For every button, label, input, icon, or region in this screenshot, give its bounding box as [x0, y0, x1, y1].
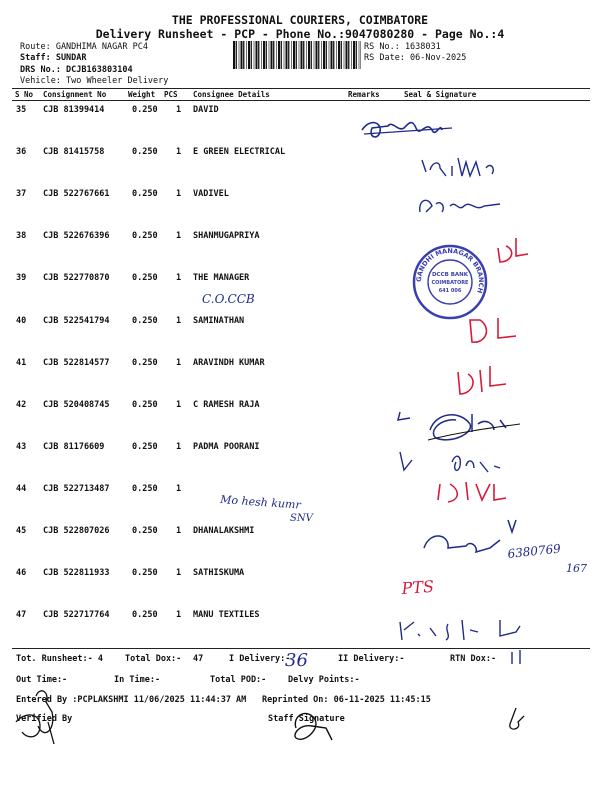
col-consignee: Consignee Details: [193, 90, 270, 99]
row-pcs: 1: [176, 568, 182, 578]
hand-note-row44-2: SNV: [290, 513, 313, 524]
signature-row45: [424, 520, 516, 552]
hand-phone-row45-2: 167: [566, 562, 587, 575]
stamp-city: COIMBATORE: [431, 280, 469, 286]
row-pcs: 1: [176, 442, 182, 452]
mark-dl-row38: [498, 238, 528, 262]
in-time: In Time:-: [114, 675, 161, 685]
delvy-points: Delvy Points:-: [288, 675, 360, 685]
row-consignment-no: CJB 520408745: [43, 400, 110, 410]
row-pcs: 1: [176, 526, 182, 536]
row-consignee: MANU TEXTILES: [193, 610, 260, 620]
staff-signature: Staff Signature: [268, 714, 345, 724]
ii-delivery: II Delivery:-: [338, 654, 405, 664]
row-weight: 0.250: [132, 147, 158, 157]
row-pcs: 1: [176, 189, 182, 199]
row-sno: 36: [16, 147, 27, 157]
row-weight: 0.250: [132, 568, 158, 578]
col-remarks: Remarks: [348, 90, 380, 99]
right-corner-mark: [510, 708, 524, 729]
row-consignee: SAMINATHAN: [193, 316, 245, 326]
signature-row47: [400, 620, 520, 640]
row-sno: 46: [16, 568, 27, 578]
tot-runsheet: Tot. Runsheet:- 4: [16, 654, 103, 664]
row-weight: 0.250: [132, 105, 158, 115]
row-consignment-no: CJB 522541794: [43, 316, 110, 326]
row-weight: 0.250: [132, 273, 158, 283]
entered-by: Entered By :PCPLAKSHMI 11/06/2025 11:44:37 AM: [16, 695, 247, 705]
row-weight: 0.250: [132, 358, 158, 368]
row-consignee: SATHISKUMA: [193, 568, 245, 578]
row-consignee: THE MANAGER: [193, 273, 250, 283]
row-sno: 45: [16, 526, 27, 536]
vehicle-label: Vehicle: Two Wheeler Delivery: [20, 76, 169, 86]
row-sno: 47: [16, 610, 27, 620]
drs-number: DRS No.: DCJB163803104: [20, 65, 133, 75]
row-consignment-no: CJB 522717764: [43, 610, 110, 620]
total-dox-label: Total Dox:-: [125, 654, 182, 664]
row-pcs: 1: [176, 316, 182, 326]
rs-date: RS Date: 06-Nov-2025: [364, 53, 467, 63]
stamp-outer-text: GANDHI MANAGAR BRANCH: [414, 246, 486, 295]
hand-phone-row45: 6380769: [506, 541, 562, 561]
row-pcs: 1: [176, 273, 182, 283]
hand-mark-row46: PTS: [400, 576, 435, 598]
row-consignee: DHANALAKSHMI: [193, 526, 255, 536]
signature-row36: [422, 158, 493, 176]
row-sno: 43: [16, 442, 27, 452]
header-rule-bottom: [12, 100, 590, 101]
row-pcs: 1: [176, 484, 182, 494]
row-weight: 0.250: [132, 189, 158, 199]
row-consignee: SHANMUGAPRIYA: [193, 231, 260, 241]
row-weight: 0.250: [132, 526, 158, 536]
row-consignment-no: CJB 522767661: [43, 189, 110, 199]
runsheet-subtitle: Delivery Runsheet - PCP - Phone No.:9047080280 - Page No.:4: [95, 27, 505, 41]
reprinted-on: Reprinted On: 06-11-2025 11:45:15: [262, 695, 431, 705]
row-pcs: 1: [176, 105, 182, 115]
row-consignee: DAVID: [193, 105, 219, 115]
route-label: Route: GANDHIMA NAGAR PC4: [20, 42, 148, 52]
row-pcs: 1: [176, 610, 182, 620]
row-consignee: ARAVINDH KUMAR: [193, 358, 265, 368]
col-consignment: Consignment No: [43, 90, 107, 99]
row-consignment-no: CJB 81176609: [43, 442, 105, 452]
hand-note-row44: Mo hesh kumr: [219, 493, 302, 512]
signature-row42: [398, 412, 506, 440]
company-title: THE PROFESSIONAL COURIERS, COIMBATORE: [171, 13, 429, 27]
row-sno: 37: [16, 189, 27, 199]
hand-delivery-count: 36: [285, 650, 308, 671]
col-pcs: PCS: [164, 90, 178, 99]
out-time: Out Time:-: [16, 675, 68, 685]
row-consignment-no: CJB 522814577: [43, 358, 110, 368]
signature-row35: [362, 123, 442, 137]
row-weight: 0.250: [132, 610, 158, 620]
header-rule-top: [12, 88, 590, 89]
mark-dl-row44: [438, 482, 506, 502]
rs-number: RS No.: 1638031: [364, 42, 441, 52]
row-pcs: 1: [176, 358, 182, 368]
row-consignment-no: CJB 522770870: [43, 273, 110, 283]
footer-rule: [12, 648, 590, 649]
hand-note-row39: C.O.CCB: [202, 292, 255, 306]
rtn-dox: RTN Dox:-: [450, 654, 497, 664]
row-weight: 0.250: [132, 231, 158, 241]
row-consignment-no: CJB 81415758: [43, 147, 105, 157]
branch-stamp: [410, 242, 490, 322]
mark-dl-row41: [458, 366, 506, 394]
rtn-mark: [512, 650, 520, 664]
staff-label: Staff: SUNDAR: [20, 53, 87, 63]
row-pcs: 1: [176, 231, 182, 241]
col-weight: Weight: [128, 90, 156, 99]
row-weight: 0.250: [132, 316, 158, 326]
row-pcs: 1: [176, 147, 182, 157]
stamp-bank: DCCB BANK: [431, 272, 469, 278]
i-delivery: I Delivery:-: [229, 654, 291, 664]
row-weight: 0.250: [132, 442, 158, 452]
stamp-pin: 641 006: [438, 288, 462, 294]
col-seal-signature: Seal & Signature: [404, 90, 477, 99]
row-consignee: C RAMESH RAJA: [193, 400, 260, 410]
row-sno: 41: [16, 358, 27, 368]
row-sno: 38: [16, 231, 27, 241]
row-sno: 40: [16, 316, 27, 326]
row-consignment-no: CJB 522676396: [43, 231, 110, 241]
row-consignment-no: CJB 522713487: [43, 484, 110, 494]
row-sno: 35: [16, 105, 27, 115]
total-pod: Total POD:-: [210, 675, 267, 685]
row-sno: 42: [16, 400, 27, 410]
row-sno: 44: [16, 484, 27, 494]
row-consignee: PADMA POORANI: [193, 442, 260, 452]
row-pcs: 1: [176, 400, 182, 410]
row-consignee: E GREEN ELECTRICAL: [193, 147, 286, 157]
row-weight: 0.250: [132, 484, 158, 494]
verified-by: Verified By: [16, 714, 73, 724]
row-consignment-no: CJB 522807026: [43, 526, 110, 536]
total-dox-value: 47: [193, 654, 204, 664]
signature-row43: [400, 452, 500, 472]
row-consignment-no: CJB 81399414: [43, 105, 105, 115]
signature-row37: [420, 200, 500, 212]
row-consignment-no: CJB 522811933: [43, 568, 110, 578]
row-weight: 0.250: [132, 400, 158, 410]
barcode: [233, 41, 361, 69]
row-consignee: VADIVEL: [193, 189, 229, 199]
row-sno: 39: [16, 273, 27, 283]
col-sno: S No: [15, 90, 34, 99]
